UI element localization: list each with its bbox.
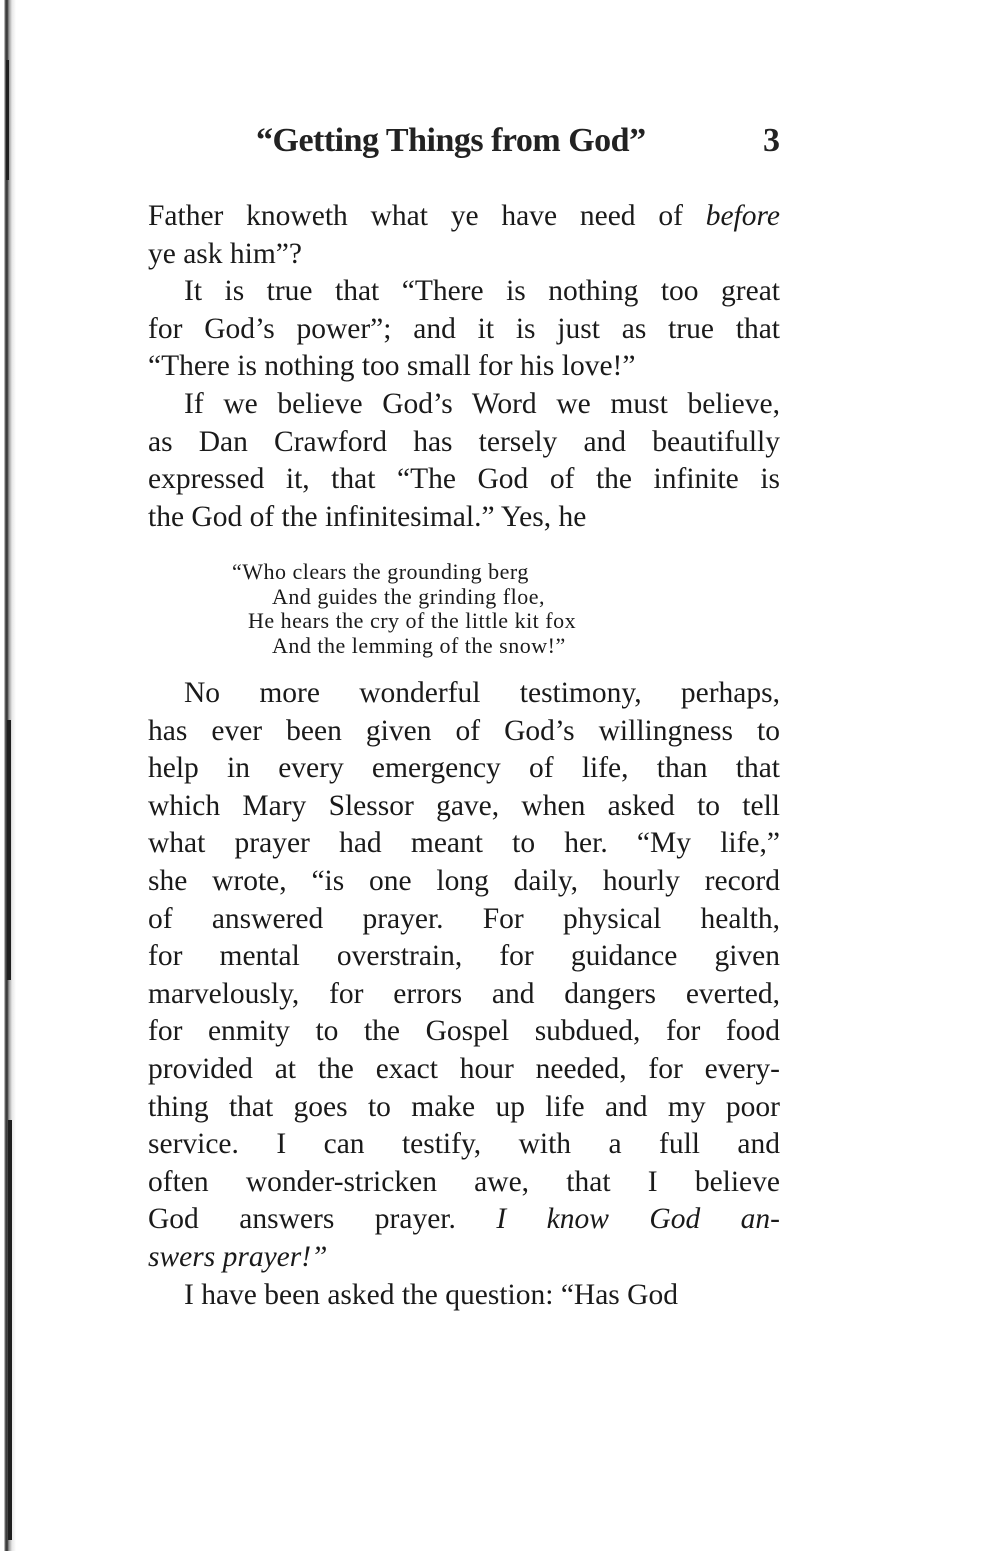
text-line bbox=[148, 1239, 780, 1277]
text-line: which Mary Slessor gave, when asked to tell bbox=[148, 789, 780, 822]
running-title: “Getting Things from God” bbox=[256, 122, 646, 159]
text-line: God answers prayer. I know God an- bbox=[148, 1203, 780, 1236]
emphasis-quote: swers prayer!” bbox=[148, 1240, 328, 1273]
text-line: what prayer had meant to her. “My life,” bbox=[148, 827, 780, 860]
text-line: It is true that “There is nothing too great bbox=[184, 275, 780, 308]
binding-shadow bbox=[7, 720, 11, 980]
text-line: as Dan Crawford has tersely and beautifully bbox=[148, 425, 780, 458]
text-line: No more wonderful testimony, perhaps, bbox=[184, 677, 780, 709]
text-line: of answered prayer. For physical health, bbox=[148, 902, 780, 935]
text-line: help in every emergency of life, than that bbox=[148, 752, 780, 785]
text-line: the God of the infinitesimal.” Yes, he bbox=[148, 500, 587, 533]
page-number: 3 bbox=[763, 122, 780, 159]
text-line: “There is nothing too small for his love!” bbox=[148, 350, 636, 383]
text-line: for enmity to the Gospel subdued, for food bbox=[148, 1015, 780, 1048]
text-line: has ever been given of God’s willingness to bbox=[148, 714, 780, 747]
text-line: Father knoweth what ye have need of before bbox=[148, 200, 780, 232]
text-line: marvelously, for errors and dangers everted, bbox=[148, 977, 780, 1010]
text-line: service. I can testify, with a full and bbox=[148, 1128, 780, 1161]
text-line: often wonder-stricken awe, that I believe bbox=[148, 1165, 780, 1198]
text-line: If we believe God’s Word we must believe, bbox=[184, 387, 780, 420]
text-line: for mental overstrain, for guidance given bbox=[148, 940, 780, 973]
poem-line: And guides the grinding floe, bbox=[272, 583, 545, 609]
binding-shadow bbox=[8, 1120, 12, 1540]
text-line: provided at the exact hour needed, for every- bbox=[148, 1052, 780, 1085]
text-line: expressed it, that “The God of the infinite is bbox=[148, 463, 780, 496]
emphasis-before: before bbox=[705, 200, 780, 232]
emphasis-quote: I know God an- bbox=[496, 1203, 780, 1236]
poem-line: He hears the cry of the little kit fox bbox=[248, 608, 577, 633]
text-line: for God’s power”; and it is just as true that bbox=[148, 312, 780, 345]
poem-quote bbox=[232, 560, 702, 658]
binding-shadow bbox=[6, 60, 9, 180]
text-line: she wrote, “is one long daily, hourly record bbox=[148, 864, 780, 897]
body-text-top bbox=[148, 198, 780, 536]
text-line: I have been asked the question: “Has God bbox=[184, 1278, 678, 1311]
page-binding-edge bbox=[0, 0, 26, 1551]
body-text-bottom bbox=[148, 675, 780, 1314]
poem-line: And the lemming of the snow!” bbox=[272, 632, 566, 658]
text-line: ye ask him”? bbox=[148, 237, 302, 270]
page-header bbox=[148, 122, 780, 172]
poem-line: “Who clears the grounding berg bbox=[232, 559, 529, 584]
text-line: thing that goes to make up life and my poor bbox=[148, 1090, 780, 1123]
